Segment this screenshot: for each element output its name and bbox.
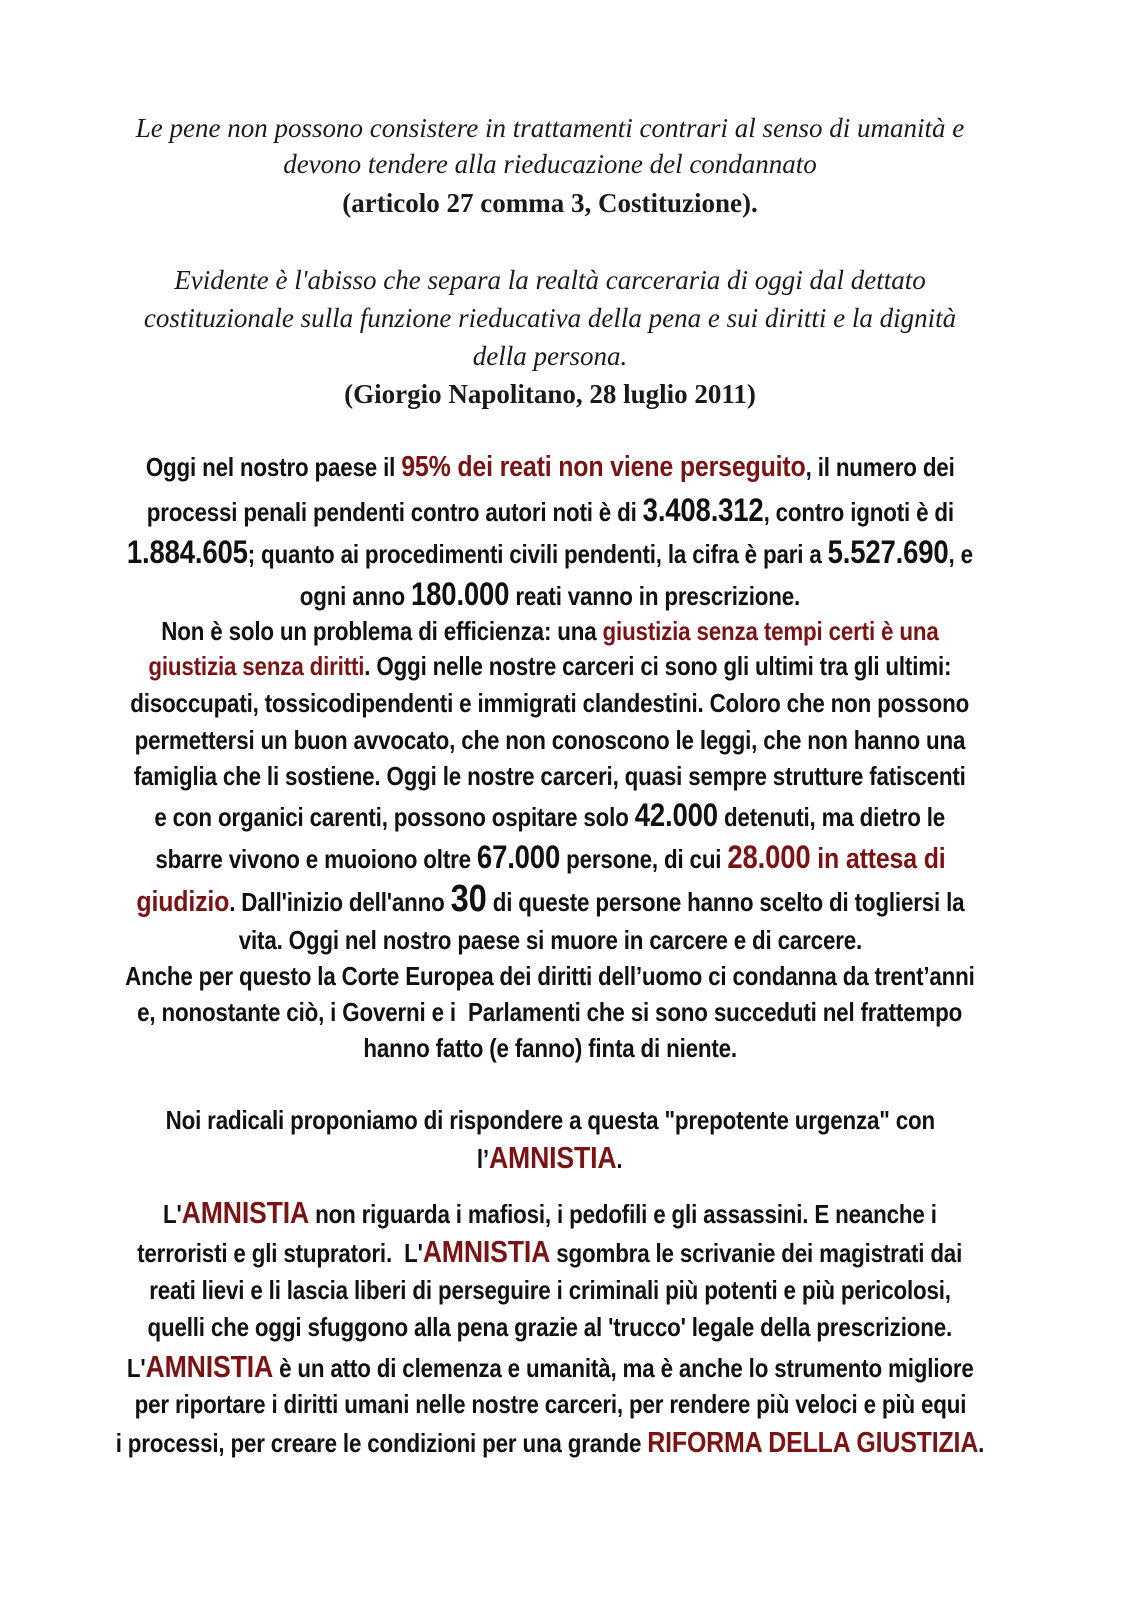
body-text: Anche per questo la Corte Europea dei diritti dell’uomo ci condanna da trent’anni: [125, 960, 975, 991]
body-text: processi penali pendenti contro autori noti è di: [146, 496, 643, 527]
amnistia-keyword: AMNISTIA: [145, 1349, 273, 1384]
body-text: detenuti, ma dietro le: [718, 801, 946, 832]
amnistia-keyword: AMNISTIA: [423, 1234, 551, 1269]
body-text: reati vanno in prescrizione.: [509, 580, 801, 611]
body-text: L': [126, 1353, 146, 1383]
body-line: [0, 1026, 1100, 1070]
body-text: persone, di cui: [559, 843, 727, 874]
body-text: , il numero dei: [805, 451, 955, 482]
amnistia-keyword: AMNISTIA: [181, 1195, 310, 1230]
body-line: [0, 445, 1100, 489]
body-text: disoccupati, tossicodipendenti e immigrati clandestini. Coloro che non possono: [130, 687, 970, 718]
body-text: hanno fatto (e fanno) finta di niente.: [363, 1032, 737, 1063]
body-line: [0, 754, 1100, 798]
body-text: permettersi un buon avvocato, che non conoscono le leggi, che non hanno una: [134, 724, 966, 755]
highlight-text: giustizia senza diritti: [148, 650, 365, 681]
statistic-number: 5.527.690: [827, 533, 949, 570]
statistic-number: 180.000: [411, 575, 510, 612]
body-text: è un atto di clemenza e umanità, ma è anche lo strumento migliore: [272, 1353, 974, 1383]
amnistia-keyword: AMNISTIA: [489, 1140, 617, 1175]
constitution-quote-source: [0, 181, 1100, 225]
body-text: .: [616, 1144, 623, 1174]
body-text: L': [163, 1199, 182, 1229]
body-text: per riportare i diritti umani nelle nostre carceri, per rendere più veloci e più equi: [134, 1388, 966, 1419]
body-text: e, nonostante ciò, i Governi e i Parlamenti che si sono succeduti nel frattempo: [137, 996, 963, 1027]
quote-text: Evidente è l'abisso che separa la realtà carceraria di oggi dal dettato: [174, 264, 926, 295]
quote-text: devono tendere alla rieducazione del condannato: [283, 148, 817, 179]
body-text: di queste persone hanno scelto di togliersi la: [486, 886, 964, 917]
body-text: e con organici carenti, possono ospitare solo: [154, 801, 636, 832]
body-text: terroristi e gli stupratori. L': [137, 1238, 424, 1268]
reform-keyword: RIFORMA DELLA GIUSTIZIA: [647, 1426, 979, 1459]
quote-text: costituzionale sulla funzione rieducativa della pena e sui diritti e la dignità: [143, 302, 957, 333]
highlight-text: giudizio: [135, 885, 229, 918]
body-line: [0, 488, 1100, 532]
body-text: sbarre vivono e muoiono oltre: [154, 843, 477, 874]
body-line: [0, 1136, 1100, 1180]
body-text: ; quanto ai procedimenti civili pendenti, la cifra è pari a: [247, 538, 828, 569]
body-text: . Dall'inizio dell'anno: [228, 886, 451, 917]
body-text: quelli che oggi sfuggono alla pena grazie al 'trucco' legale della prescrizione.: [147, 1311, 953, 1342]
body-line: [0, 530, 1100, 574]
quote-text: della persona.: [472, 340, 628, 371]
napolitano-quote-source: [0, 372, 1100, 416]
body-text: reati lievi e li lascia liberi di perseguire i criminali più potenti e più pericolosi,: [149, 1274, 951, 1305]
body-line: [0, 793, 1100, 837]
highlight-number: 28.000: [726, 838, 811, 875]
statistic-number: 67.000: [476, 838, 560, 875]
body-line: [0, 1421, 1100, 1465]
highlight-text: in attesa di: [810, 842, 946, 875]
constitution-quote-line: [0, 142, 1100, 186]
statistic-number: 3.408.312: [642, 491, 764, 528]
statistic-number: 42.000: [635, 796, 719, 833]
highlight-text: giustizia senza tempi certi è una: [602, 615, 939, 646]
body-text: i processi, per creare le condizioni per una grande: [115, 1427, 648, 1458]
body-text: Noi radicali proponiamo di rispondere a questa "prepotente urgenza" con: [165, 1104, 935, 1135]
quote-source: (Giorgio Napolitano, 28 luglio 2011): [344, 378, 756, 409]
body-text: sgombra le scrivanie dei magistrati dai: [550, 1238, 963, 1268]
body-text: ogni anno: [299, 580, 412, 611]
body-text: , e: [948, 538, 973, 569]
body-text: vita. Oggi nel nostro paese si muore in carcere e di carcere.: [238, 924, 862, 955]
body-text: l’: [477, 1144, 490, 1174]
body-text: , contro ignoti è di: [763, 496, 954, 527]
body-line: [0, 1382, 1100, 1426]
body-line: [0, 835, 1100, 879]
statistic-number: 1.884.605: [127, 533, 248, 570]
body-text: non riguarda i mafiosi, i pedofili e gli assassini. E neanche i: [309, 1199, 937, 1229]
body-text: .: [978, 1427, 985, 1458]
body-text: Non è solo un problema di efficienza: una: [161, 615, 603, 646]
body-line: [0, 1305, 1100, 1349]
body-line: [0, 877, 1100, 921]
quote-text: Le pene non possono consistere in trattamenti contrari al senso di umanità e: [135, 112, 965, 143]
body-text: Oggi nel nostro paese il: [145, 451, 401, 482]
highlight-text: 95% dei reati non viene perseguito: [400, 450, 806, 483]
body-text: famiglia che li sostiene. Oggi le nostre carceri, quasi sempre strutture fatiscenti: [134, 760, 966, 791]
body-line: [0, 1191, 1100, 1235]
quote-source: (articolo 27 comma 3, Costituzione).: [342, 187, 758, 218]
statistic-number: 30: [450, 877, 487, 920]
body-text: . Oggi nelle nostre carceri ci sono gli ultimi tra gli ultimi:: [364, 650, 952, 681]
